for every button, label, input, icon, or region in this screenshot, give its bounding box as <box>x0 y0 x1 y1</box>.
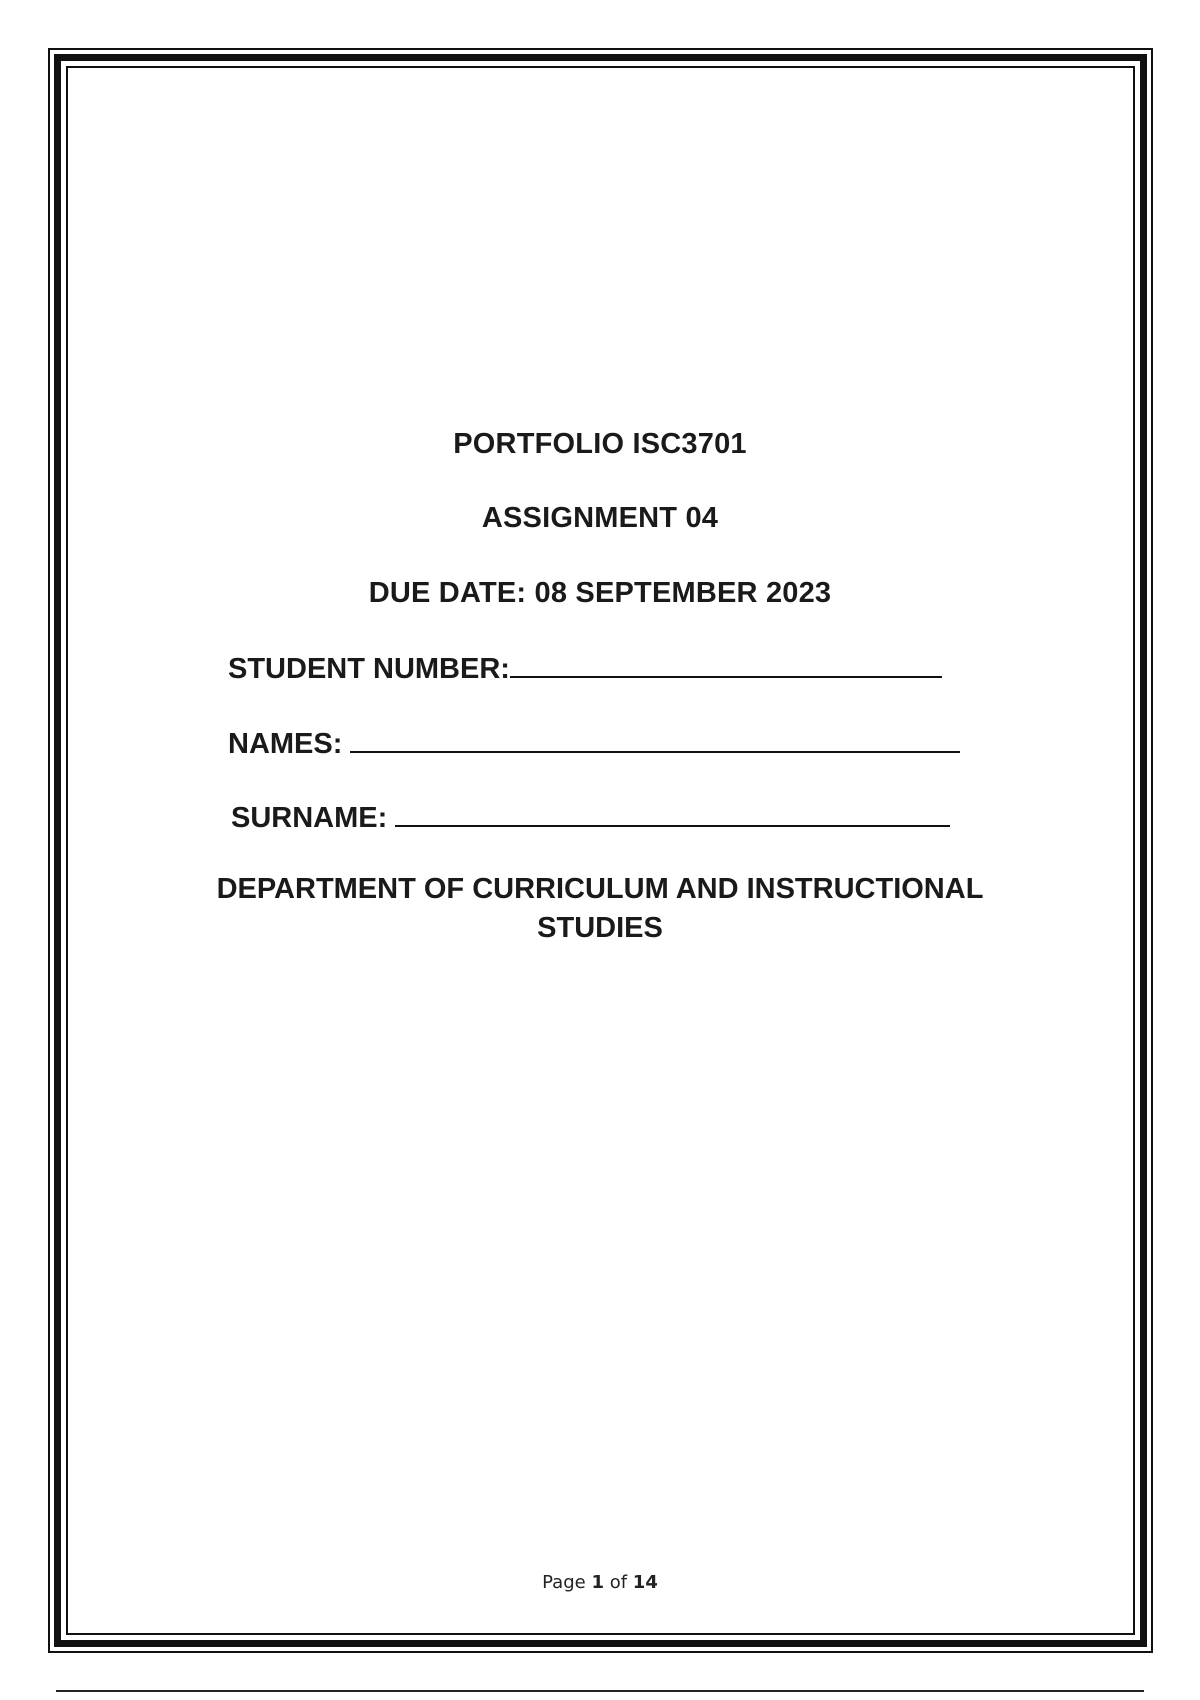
student-number-blank <box>510 648 942 678</box>
names-label: NAMES: <box>228 728 343 760</box>
names-blank <box>350 723 960 753</box>
department-line-1: DEPARTMENT OF CURRICULUM AND INSTRUCTIONAL <box>216 873 984 905</box>
department-name <box>0 870 1200 948</box>
total-pages: 14 <box>632 1572 658 1593</box>
of-word: of <box>609 1572 628 1593</box>
bottom-divider <box>56 1690 1144 1692</box>
page-word: Page <box>542 1572 586 1593</box>
surname-blank <box>395 797 950 827</box>
page-number-footer <box>0 1572 1200 1593</box>
student-number-label: STUDENT NUMBER: <box>228 653 510 685</box>
current-page: 1 <box>591 1572 604 1593</box>
names-field <box>228 723 960 763</box>
document-title: PORTFOLIO ISC3701 <box>453 428 747 460</box>
page-border-inner <box>66 66 1135 1635</box>
student-number-field <box>228 648 942 688</box>
surname-label: SURNAME: <box>231 802 388 834</box>
department-line-2: STUDIES <box>537 912 663 944</box>
surname-field <box>231 797 950 837</box>
due-date: DUE DATE: 08 SEPTEMBER 2023 <box>368 577 832 609</box>
assignment-number: ASSIGNMENT 04 <box>481 502 719 534</box>
